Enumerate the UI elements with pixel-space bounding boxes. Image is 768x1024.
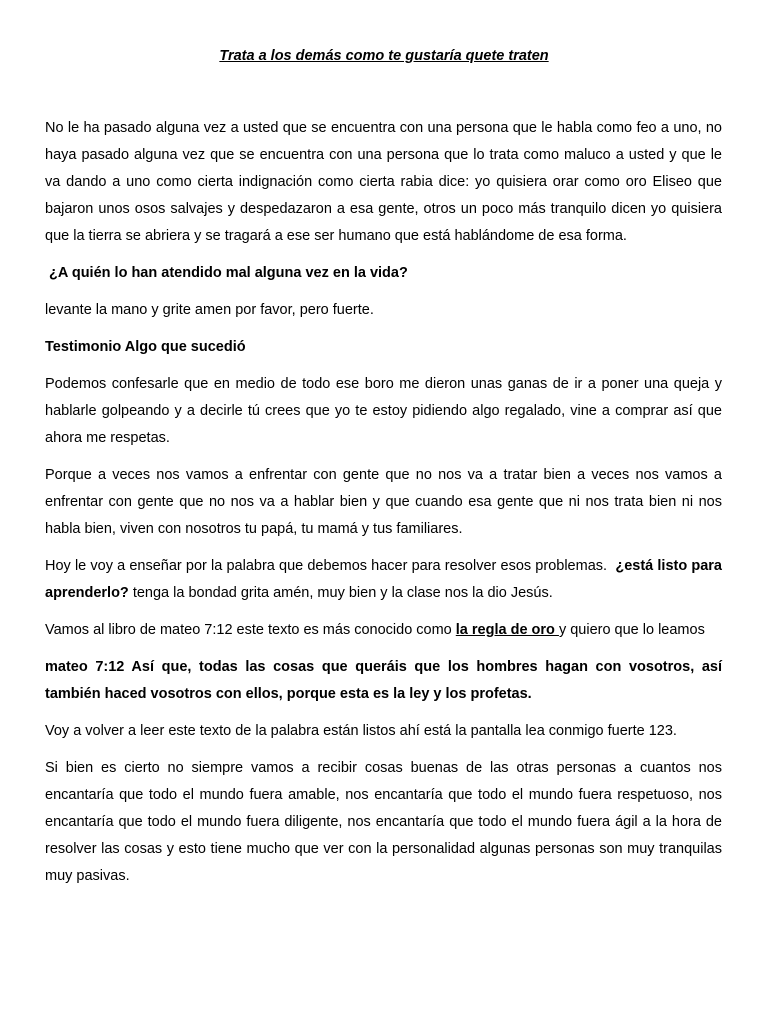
testimonio-heading: Testimonio Algo que sucedió	[45, 339, 246, 355]
paragraph-testimonio: Podemos confesarle que en medio de todo ese boro me dieron unas ganas de ir a poner una queja y hablarle golpeando y a decirle tú crees que yo te estoy pidiendo algo regalado, vine a comprar así que ahora me respetas.	[45, 376, 722, 446]
paragraph-mateo-end: y quiero que lo leamos	[558, 622, 705, 638]
paragraph-closing: Si bien es cierto no siempre vamos a recibir cosas buenas de las otras personas a cuantos nos encantaría que todo el mundo fuera amable, nos encantaría que todo el mundo fuera respetuoso, nos encantaría que todo el mundo fuera diligente, nos encantaría que todo el mundo fuera ágil a la hora de resolver las cosas y esto tiene mucho que ver con la personalidad algunas personas son muy tranquilas muy pasivas.	[45, 760, 722, 884]
paragraph-reread: Voy a volver a leer este texto de la palabra están listos ahí está la pantalla lea conmigo fuerte 123.	[45, 723, 677, 739]
paragraph-lesson-question: ¿está listo para aprenderlo?	[45, 558, 722, 601]
paragraph-confrontation: Porque a veces nos vamos a enfrentar con gente que no nos va a tratar bien a veces nos vamos a enfrentar con gente que no nos va a hablar bien y que cuando esa gente que ni nos trata bien ni nos habla bien, viven con nosotros tu papá, tu mamá y tus familiares.	[45, 467, 722, 537]
paragraph-intro: No le ha pasado alguna vez a usted que se encuentra con una persona que le habla como feo a uno, no haya pasado alguna vez que se encuentra con una persona que lo trata como maluco a usted y que le va dando a uno como cierta indignación como cierta rabia dice: yo quisiera orar como oro Eliseo que bajaron unos osos salvajes y despedazaron a esa gente, otros un poco más tranquilo dicen yo quisiera que la tierra se abriera y se tragará a ese ser humano que está hablándome de esa forma.	[45, 120, 722, 244]
paragraph-mateo-intro	[45, 617, 722, 644]
question-heading: ¿A quién lo han atendido mal alguna vez en la vida?	[45, 265, 408, 281]
document-body	[45, 115, 722, 900]
paragraph-lesson-start: Hoy le voy a enseñar por la palabra que debemos hacer para resolver esos problemas.	[45, 558, 616, 574]
verse-mateo-7-12: mateo 7:12 Así que, todas las cosas que queráis que los hombres hagan con vosotros, así también haced vosotros con ellos, porque esta es la ley y los profetas.	[45, 659, 722, 702]
paragraph-lesson-end: tenga la bondad grita amén, muy bien y la clase nos la dio Jesús.	[128, 585, 553, 601]
paragraph-instruction: levante la mano y grite amen por favor, pero fuerte.	[45, 302, 374, 318]
paragraph-mateo-start: Vamos al libro de mateo 7:12 este texto es más conocido como	[45, 622, 456, 638]
document-title: Trata a los demás como te gustaría quete traten	[219, 48, 549, 64]
golden-rule-label: la regla de oro	[455, 622, 559, 638]
paragraph-lesson	[45, 553, 722, 607]
